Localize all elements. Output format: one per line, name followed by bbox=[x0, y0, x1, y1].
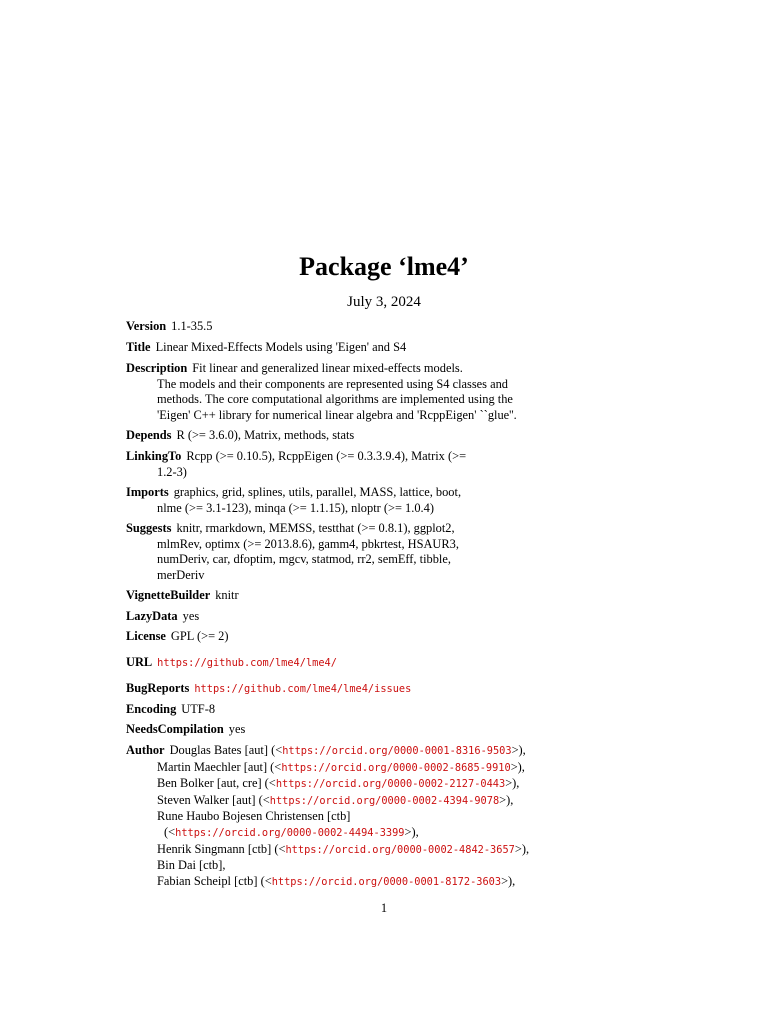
field-value: Linear Mixed-Effects Models using 'Eigen' and S4 bbox=[155, 340, 407, 354]
field-value-line: nlme (>= 3.1-123), minqa (>= 1.1.15), nloptr (>= 1.0.4) bbox=[157, 500, 434, 515]
url-link[interactable]: https://github.com/lme4/lme4/ bbox=[157, 657, 337, 669]
author-line bbox=[126, 842, 746, 859]
field-key: Suggests bbox=[126, 521, 172, 535]
author-text: Bin Dai [ctb], bbox=[157, 858, 226, 873]
field-key: VignetteBuilder bbox=[126, 588, 211, 602]
field-depends bbox=[126, 428, 746, 444]
author-text: Douglas Bates [aut] (< bbox=[169, 743, 283, 757]
field-key: Title bbox=[126, 340, 151, 354]
author-text: Henrik Singmann [ctb] (< bbox=[157, 841, 286, 856]
author-text: >), bbox=[510, 759, 525, 774]
field-version bbox=[126, 319, 746, 335]
author-text: Fabian Scheipl [ctb] (< bbox=[157, 873, 272, 888]
author-line bbox=[126, 793, 746, 810]
package-title: Package ‘lme4’ bbox=[299, 252, 469, 281]
field-needscompilation bbox=[126, 722, 746, 738]
author-text: Martin Maechler [aut] (< bbox=[157, 759, 282, 774]
field-value-line: knitr, rmarkdown, MEMSS, testthat (>= 0.8.1), ggplot2, bbox=[176, 521, 455, 535]
field-title bbox=[126, 340, 746, 356]
author-line bbox=[126, 776, 746, 793]
author-text: Rune Haubo Bojesen Christensen [ctb] bbox=[157, 809, 351, 824]
field-value: GPL (>= 2) bbox=[170, 629, 229, 643]
author-line bbox=[126, 874, 746, 891]
field-value: R (>= 3.6.0), Matrix, methods, stats bbox=[176, 428, 355, 442]
field-author bbox=[126, 743, 746, 890]
field-value: yes bbox=[228, 722, 246, 736]
field-value-line: 1.2-3) bbox=[157, 464, 187, 479]
orcid-link[interactable]: https://orcid.org/0000-0002-4842-3657 bbox=[285, 843, 515, 856]
author-line bbox=[126, 809, 746, 825]
field-key: LazyData bbox=[126, 609, 178, 623]
field-lazydata bbox=[126, 609, 746, 625]
orcid-link[interactable]: https://orcid.org/0000-0002-4494-3399 bbox=[175, 826, 405, 839]
field-license bbox=[126, 629, 746, 645]
field-value-line: graphics, grid, splines, utils, parallel, MASS, lattice, boot, bbox=[173, 485, 462, 499]
field-key: BugReports bbox=[126, 681, 190, 695]
author-text: >), bbox=[511, 743, 526, 757]
package-date: July 3, 2024 bbox=[347, 294, 421, 310]
field-value-line: 'Eigen' C++ library for numerical linear algebra and 'RcppEigen' ``glue''. bbox=[157, 407, 517, 422]
author-text: >), bbox=[499, 792, 514, 807]
field-value-line: The models and their components are represented using S4 classes and bbox=[157, 376, 508, 391]
field-key: Depends bbox=[126, 428, 172, 442]
field-value-line: numDeriv, car, dfoptim, mgcv, statmod, rr2, semEff, tibble, bbox=[157, 552, 451, 567]
orcid-link[interactable]: https://orcid.org/0000-0002-2127-0443 bbox=[275, 778, 506, 791]
field-description bbox=[126, 361, 746, 423]
field-bugreports bbox=[126, 681, 746, 698]
author-text: (< bbox=[164, 824, 176, 839]
field-value-line: merDeriv bbox=[157, 567, 205, 582]
field-value-line: Fit linear and generalized linear mixed-effects models. bbox=[192, 361, 463, 375]
orcid-link[interactable]: https://orcid.org/0000-0001-8316-9503 bbox=[282, 745, 512, 757]
field-vignettebuilder bbox=[126, 588, 746, 604]
field-suggests bbox=[126, 521, 746, 583]
author-line bbox=[126, 760, 746, 777]
field-key: Description bbox=[126, 361, 188, 375]
orcid-link[interactable]: https://orcid.org/0000-0002-4394-9078 bbox=[269, 794, 500, 807]
field-key: License bbox=[126, 629, 166, 643]
author-text: Ben Bolker [aut, cre] (< bbox=[157, 776, 276, 791]
field-key: Version bbox=[126, 319, 167, 333]
author-text: Steven Walker [aut] (< bbox=[157, 792, 270, 807]
field-value: knitr bbox=[215, 588, 239, 602]
field-value-line: methods. The core computational algorithms are implemented using the bbox=[157, 392, 513, 407]
field-key: Imports bbox=[126, 485, 169, 499]
field-url bbox=[126, 655, 746, 672]
field-linkingto bbox=[126, 449, 746, 480]
page-number: 1 bbox=[380, 901, 388, 915]
field-key: Author bbox=[126, 743, 165, 757]
field-key: URL bbox=[126, 655, 153, 669]
field-key: LinkingTo bbox=[126, 449, 182, 463]
author-text: >), bbox=[404, 824, 419, 839]
author-line bbox=[126, 743, 746, 760]
field-key: NeedsCompilation bbox=[126, 722, 224, 736]
author-line bbox=[126, 858, 746, 874]
orcid-link[interactable]: https://orcid.org/0000-0002-8685-9910 bbox=[281, 761, 511, 774]
field-value: yes bbox=[182, 609, 200, 623]
field-value: UTF-8 bbox=[181, 702, 216, 716]
field-key: Encoding bbox=[126, 702, 177, 716]
author-text: >), bbox=[505, 776, 520, 791]
author-text: >), bbox=[501, 873, 516, 888]
field-imports bbox=[126, 485, 746, 516]
bugreports-link[interactable]: https://github.com/lme4/lme4/issues bbox=[194, 683, 412, 695]
author-line bbox=[126, 825, 746, 842]
author-text: >), bbox=[514, 841, 530, 856]
field-value: 1.1-35.5 bbox=[171, 319, 213, 333]
field-value-line: Rcpp (>= 0.10.5), RcppEigen (>= 0.3.3.9.4), Matrix (>= bbox=[186, 449, 467, 463]
orcid-link[interactable]: https://orcid.org/0000-0001-8172-3603 bbox=[271, 875, 502, 888]
field-value-line: mlmRev, optimx (>= 2013.8.6), gamm4, pbkrtest, HSAUR3, bbox=[157, 536, 459, 551]
field-encoding bbox=[126, 702, 746, 718]
